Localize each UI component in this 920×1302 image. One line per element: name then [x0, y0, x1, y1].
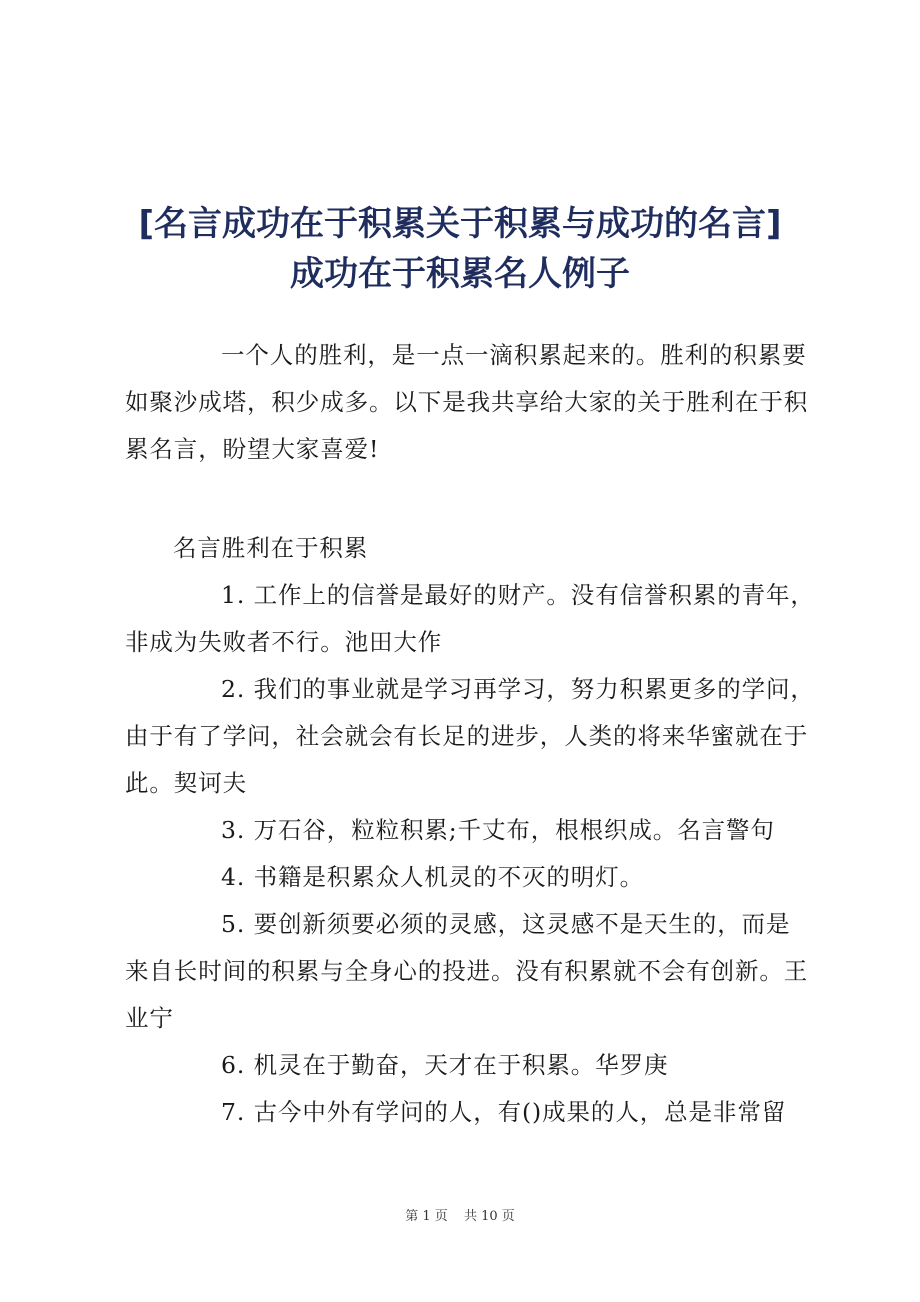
quote-item: 5. 要创新须要必须的灵感，这灵感不是天生的，而是: [221, 910, 791, 938]
quotes-section: [125, 525, 825, 1136]
document-title-line-2: 成功在于积累名人例子: [290, 254, 630, 294]
page-total: 共 10 页: [463, 1209, 515, 1224]
intro-line: 如聚沙成塔，积少成多。以下是我共享给大家的关于胜利在于积: [125, 388, 809, 416]
quote-item-continuation: 此。契诃夫: [125, 769, 247, 797]
quote-item: 1. 工作上的信誉是最好的财产。没有信誉积累的青年，: [221, 581, 815, 609]
section-heading: 名言胜利在于积累: [173, 534, 369, 562]
intro-paragraph: [125, 332, 825, 473]
document-title-line-1: [名言成功在于积累关于积累与成功的名言]: [138, 204, 782, 244]
quote-item-continuation: 非成为失败者不行。池田大作: [125, 628, 443, 656]
intro-line: 累名言，盼望大家喜爱!: [125, 435, 380, 463]
quote-item: 6. 机灵在于勤奋，天才在于积累。华罗庚: [221, 1051, 669, 1079]
quote-item-continuation: 业宁: [125, 1004, 174, 1032]
quote-item-continuation: 由于有了学问，社会就会有长足的进步，人类的将来华蜜就在于: [125, 722, 809, 750]
quote-item: 3. 万石谷，粒粒积累;千丈布，根根织成。名言警句: [221, 816, 775, 844]
page-number: 第 1 页: [405, 1209, 448, 1224]
quote-item-continuation: 来自长时间的积累与全身心的投进。没有积累就不会有创新。王: [125, 957, 809, 985]
quote-item: 4. 书籍是积累众人机灵的不灭的明灯。: [221, 863, 644, 891]
quote-item: 7. 古今中外有学问的人，有()成果的人，总是非常留: [221, 1098, 787, 1126]
page-footer: [0, 1205, 920, 1224]
intro-line: 一个人的胜利，是一点一滴积累起来的。胜利的积累要: [221, 341, 807, 369]
quote-item: 2. 我们的事业就是学习再学习，努力积累更多的学问，: [221, 675, 815, 703]
